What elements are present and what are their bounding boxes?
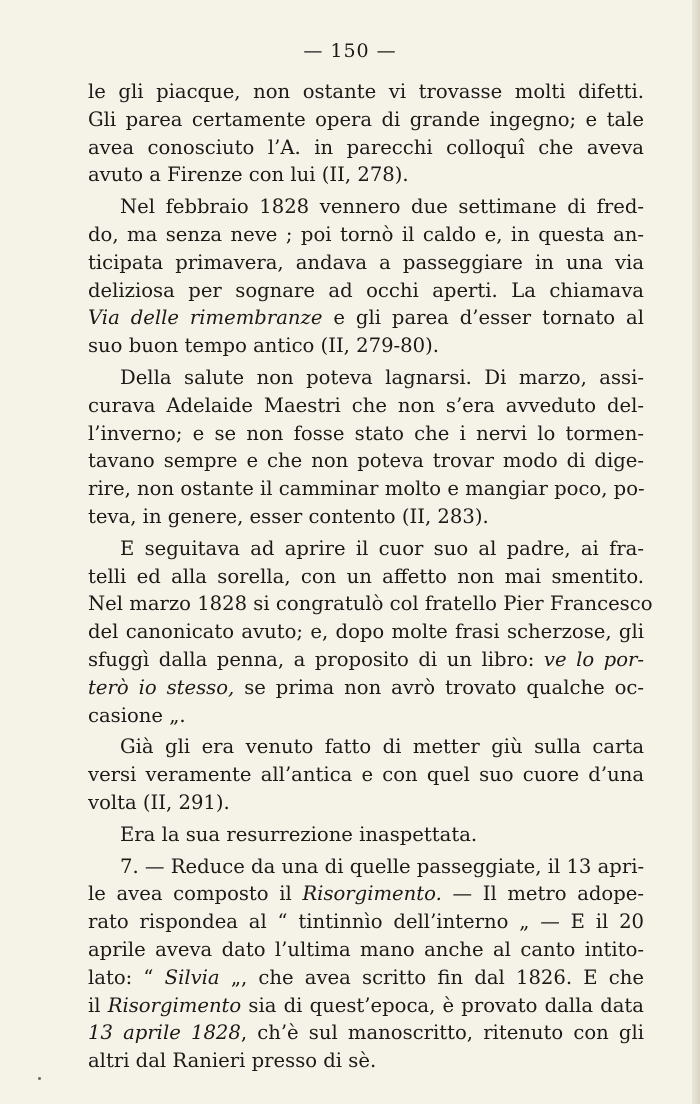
text-line bbox=[88, 78, 644, 106]
body-text bbox=[88, 78, 653, 1075]
text-line bbox=[88, 733, 644, 761]
text-segment: ticipata primavera, andava a passeggiare in una via bbox=[88, 250, 644, 274]
text-line bbox=[88, 590, 653, 618]
text-line bbox=[88, 277, 644, 305]
text-segment: suo buon tempo antico (II, 279-80). bbox=[88, 334, 439, 358]
text-segment: do, ma senza neve ; poi tornò il caldo e, in questa an- bbox=[88, 222, 644, 246]
text-segment: sfuggì dalla penna, a proposito di un libro: bbox=[88, 647, 544, 671]
text-segment: lato: “ bbox=[88, 965, 165, 989]
text-segment: volta (II, 291). bbox=[88, 790, 230, 814]
page-edge bbox=[692, 0, 700, 1104]
text-line bbox=[88, 992, 644, 1020]
text-segment: il bbox=[88, 993, 108, 1017]
text-segment: E seguitava ad aprire il cuor suo al padre, ai fra- bbox=[120, 536, 644, 560]
text-segment: deliziosa per sognare ad occhi aperti. La chiamava bbox=[88, 278, 644, 302]
text-segment: del canonicato avuto; e, dopo molte frasi scherzose, gli bbox=[88, 620, 644, 644]
text-segment: Della salute non poteva lagnarsi. Di marzo, assi- bbox=[120, 365, 644, 389]
italic-text: 13 aprile 1828 bbox=[88, 1021, 241, 1045]
text-line bbox=[88, 702, 644, 730]
italic-text: ve lo por- bbox=[543, 647, 644, 671]
text-line bbox=[88, 364, 644, 392]
text-segment: telli ed alla sorella, con un affetto non mai smentito. bbox=[88, 564, 644, 588]
text-segment: aprile aveva dato l’ultima mano anche al canto intito- bbox=[88, 937, 644, 961]
text-line bbox=[88, 193, 644, 221]
text-line bbox=[88, 106, 644, 134]
text-segment: , ch’è sul manoscritto, ritenuto con gli bbox=[240, 1021, 644, 1045]
italic-text: Silvia bbox=[164, 965, 220, 989]
ink-speck bbox=[38, 1077, 41, 1080]
text-segment: 7. — Reduce da una di quelle passeggiate, il 13 apri- bbox=[120, 854, 645, 878]
text-line bbox=[88, 789, 644, 817]
text-segment: teva, in genere, esser contento (II, 283). bbox=[88, 504, 489, 528]
text-segment: Gli parea certamente opera di grande ingegno; e tale bbox=[88, 107, 644, 131]
text-line bbox=[88, 134, 644, 162]
text-line bbox=[88, 936, 644, 964]
text-line bbox=[88, 1047, 644, 1075]
text-segment: Nel febbraio 1828 vennero due settimane di fred- bbox=[120, 195, 644, 219]
text-line bbox=[88, 964, 644, 992]
text-segment: sia di quest’epoca, è provato dalla data bbox=[241, 993, 644, 1017]
text-segment: casione „. bbox=[88, 703, 186, 727]
text-line bbox=[88, 447, 644, 475]
page-number: — 150 — bbox=[303, 40, 397, 62]
text-segment: Era la sua resurrezione inaspettata. bbox=[120, 822, 478, 846]
text-line bbox=[88, 646, 644, 674]
italic-text: terò io stesso, bbox=[88, 675, 235, 699]
text-segment: Già gli era venuto fatto di metter giù sulla carta bbox=[120, 735, 644, 759]
text-segment: rire, non ostante il camminar molto e mangiar poco, po- bbox=[88, 477, 645, 501]
text-segment: rato rispondea al “ tintinnìo dell’interno „ — E il 20 bbox=[88, 910, 644, 934]
text-segment: altri dal Ranieri presso di sè. bbox=[88, 1049, 377, 1073]
text-line bbox=[88, 503, 644, 531]
text-line bbox=[88, 332, 644, 360]
text-line bbox=[88, 821, 644, 849]
text-line bbox=[88, 761, 644, 789]
text-line bbox=[88, 563, 644, 591]
italic-text: Risorgimento bbox=[107, 993, 242, 1017]
text-segment: e gli parea d’esser tornato al bbox=[322, 306, 644, 330]
text-line bbox=[88, 249, 644, 277]
text-line bbox=[88, 475, 644, 503]
text-line bbox=[88, 392, 644, 420]
text-segment: tavano sempre e che non poteva trovar modo di dige- bbox=[88, 449, 644, 473]
text-segment: „, che avea scritto fin dal 1826. E che bbox=[219, 965, 644, 989]
text-line bbox=[88, 674, 644, 702]
text-line bbox=[88, 221, 644, 249]
text-segment: le avea composto il bbox=[88, 882, 303, 906]
text-line bbox=[88, 853, 644, 881]
text-segment: avea conosciuto l’A. in parecchi colloquî che aveva bbox=[88, 135, 644, 159]
text-line bbox=[88, 161, 644, 189]
text-segment: le gli piacque, non ostante vi trovasse molti difetti. bbox=[88, 80, 644, 103]
text-line bbox=[88, 908, 644, 936]
text-line bbox=[88, 1019, 644, 1047]
text-segment: avuto a Firenze con lui (II, 278). bbox=[88, 163, 409, 187]
text-line bbox=[88, 618, 644, 646]
text-line bbox=[88, 535, 644, 563]
text-segment: curava Adelaide Maestri che non s’era avveduto del- bbox=[88, 393, 644, 417]
text-segment: — Il metro adope- bbox=[441, 882, 644, 906]
text-segment: l’inverno; e se non fosse stato che i nervi lo tormen- bbox=[88, 421, 644, 445]
text-segment: se prima non avrò trovato qualche oc- bbox=[234, 675, 645, 699]
text-line bbox=[88, 304, 644, 332]
text-line bbox=[88, 880, 644, 908]
italic-text: Via delle rimembranze bbox=[88, 306, 323, 330]
text-line bbox=[88, 420, 644, 448]
text-segment: versi veramente all’antica e con quel suo cuore d’una bbox=[88, 763, 644, 787]
italic-text: Risorgimento. bbox=[302, 882, 442, 906]
text-segment: Nel marzo 1828 si congratulò col fratello Pier Francesco bbox=[88, 592, 653, 616]
